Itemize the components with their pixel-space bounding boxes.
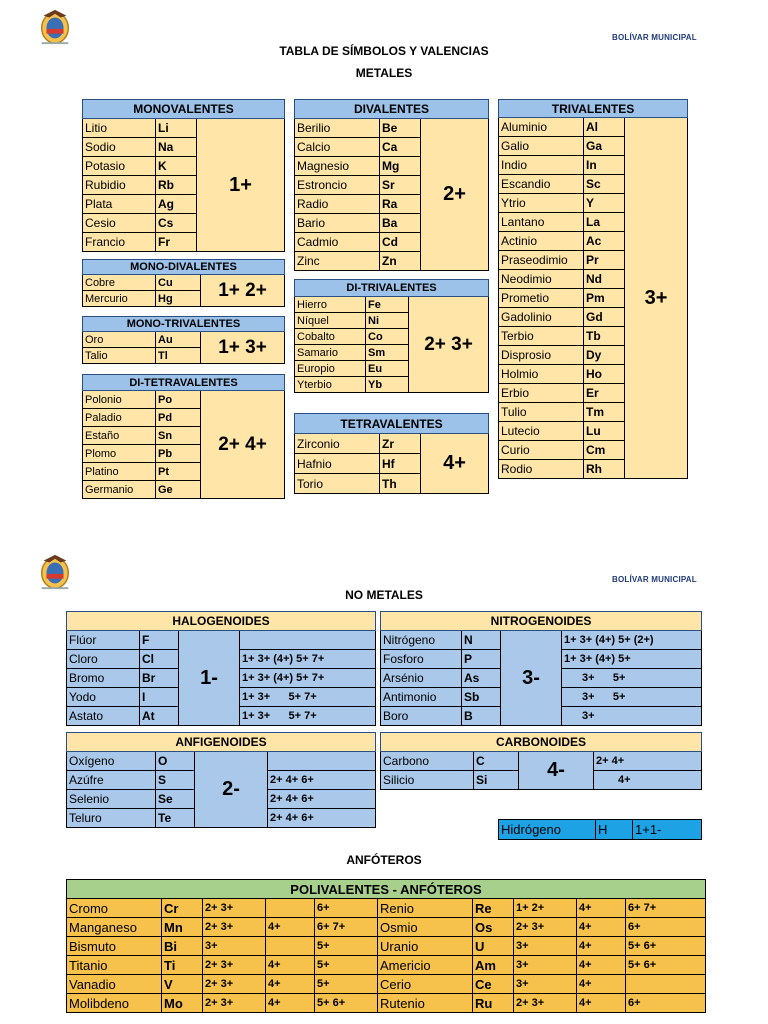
- header-carbonoides: CARBONOIDES: [381, 733, 702, 752]
- element-name: Terbio: [499, 327, 584, 346]
- element-name: Potasio: [83, 157, 156, 176]
- element-valences: 2+ 3+: [203, 899, 266, 918]
- element-symbol: C: [474, 752, 519, 771]
- header-mono-trivalentes: MONO-TRIVALENTES: [83, 317, 285, 332]
- element-symbol: Ce: [473, 975, 514, 994]
- element-symbol: V: [162, 975, 203, 994]
- element-symbol: Hf: [380, 454, 421, 474]
- table-hidrogeno: [498, 819, 702, 840]
- valence-mono-divalentes: 1+ 2+: [201, 275, 285, 307]
- element-name: Cobre: [83, 275, 156, 291]
- element-name: Cloro: [67, 650, 140, 669]
- header-polivalentes: POLIVALENTES - ANFÓTEROS: [67, 880, 706, 899]
- element-symbol: Yb: [366, 377, 409, 393]
- element-name: Tulio: [499, 403, 584, 422]
- element-valences: 3+: [514, 937, 577, 956]
- element-symbol: Nd: [584, 270, 625, 289]
- element-symbol: Ac: [584, 232, 625, 251]
- element-name: Renio: [378, 899, 473, 918]
- element-symbol: K: [156, 157, 197, 176]
- element-name: Rodio: [499, 460, 584, 479]
- element-valences: 4+: [594, 771, 702, 790]
- element-symbol: Er: [584, 384, 625, 403]
- element-name: Radio: [295, 195, 380, 214]
- element-symbol: Lu: [584, 422, 625, 441]
- element-valences: 2+ 3+: [514, 994, 577, 1013]
- element-valences: 5+: [315, 937, 378, 956]
- element-symbol: Cu: [156, 275, 201, 291]
- element-name: Hierro: [295, 297, 366, 313]
- element-symbol: Ge: [156, 481, 201, 499]
- element-name: Lantano: [499, 213, 584, 232]
- header-nitrogenoides: NITROGENOIDES: [381, 612, 702, 631]
- element-name: Antimonio: [381, 688, 462, 707]
- element-symbol: Sb: [462, 688, 501, 707]
- element-symbol: As: [462, 669, 501, 688]
- element-valences: 2+ 3+: [203, 994, 266, 1013]
- element-symbol: Pd: [156, 409, 201, 427]
- header-divalentes: DIVALENTES: [295, 100, 489, 119]
- header-halogenoides: HALOGENOIDES: [67, 612, 376, 631]
- element-valences: 5+ 6+: [626, 956, 706, 975]
- element-valences: 1+1-: [633, 820, 702, 840]
- element-symbol: Mo: [162, 994, 203, 1013]
- element-name: Níquel: [295, 313, 366, 329]
- element-name: Torio: [295, 474, 380, 494]
- element-symbol: S: [156, 771, 195, 790]
- element-symbol: Pm: [584, 289, 625, 308]
- element-name: Litio: [83, 119, 156, 138]
- element-symbol: Na: [156, 138, 197, 157]
- element-name: Azúfre: [67, 771, 156, 790]
- element-symbol: Th: [380, 474, 421, 494]
- element-name: Cerio: [378, 975, 473, 994]
- element-symbol: Tl: [156, 348, 201, 364]
- valence-monovalentes: 1+: [197, 119, 285, 252]
- valence-nitrogenoides: 3-: [501, 631, 562, 726]
- element-valences: 2+ 4+ 6+: [268, 790, 376, 809]
- element-valences: 2+ 3+: [203, 975, 266, 994]
- element-valences: [266, 899, 315, 918]
- element-name: Estroncio: [295, 176, 380, 195]
- element-name: Samario: [295, 345, 366, 361]
- element-name: Talio: [83, 348, 156, 364]
- element-valences: [240, 631, 376, 650]
- element-name: Yodo: [67, 688, 140, 707]
- element-symbol: Ra: [380, 195, 421, 214]
- element-name: Polonio: [83, 391, 156, 409]
- element-name: Platino: [83, 463, 156, 481]
- coat-of-arms-icon: [36, 8, 74, 46]
- element-valences: 6+: [626, 918, 706, 937]
- element-symbol: La: [584, 213, 625, 232]
- element-symbol: Ag: [156, 195, 197, 214]
- element-symbol: Ba: [380, 214, 421, 233]
- element-valences: 2+ 3+: [203, 956, 266, 975]
- header-mono-divalentes: MONO-DIVALENTES: [83, 260, 285, 275]
- element-valences: 5+ 6+: [626, 937, 706, 956]
- element-name: Disprosio: [499, 346, 584, 365]
- element-symbol: B: [462, 707, 501, 726]
- element-symbol: Sr: [380, 176, 421, 195]
- element-name: Astato: [67, 707, 140, 726]
- element-symbol: Se: [156, 790, 195, 809]
- element-symbol: Ti: [162, 956, 203, 975]
- element-name: Galio: [499, 137, 584, 156]
- element-symbol: Cr: [162, 899, 203, 918]
- element-valences: 2+ 4+ 6+: [268, 809, 376, 828]
- header-di-trivalentes: DI-TRIVALENTES: [295, 280, 489, 297]
- element-name: Oro: [83, 332, 156, 348]
- section-title-anfoteros: ANFÓTEROS: [346, 853, 422, 867]
- brand-label: BOLÍVAR MUNICIPAL: [612, 575, 697, 584]
- element-symbol: Sm: [366, 345, 409, 361]
- element-name: Yterbio: [295, 377, 366, 393]
- element-valences: 2+ 4+: [594, 752, 702, 771]
- element-name: Teluro: [67, 809, 156, 828]
- element-name: Holmio: [499, 365, 584, 384]
- page-title: TABLA DE SÍMBOLOS Y VALENCIAS: [279, 44, 489, 58]
- element-name: Zirconio: [295, 434, 380, 454]
- element-valences: 4+: [266, 975, 315, 994]
- header-di-tetravalentes: DI-TETRAVALENTES: [83, 375, 285, 391]
- element-name: Ytrio: [499, 194, 584, 213]
- element-symbol: Y: [584, 194, 625, 213]
- element-valences: 4+: [577, 994, 626, 1013]
- element-symbol: Rb: [156, 176, 197, 195]
- element-name: Rubidio: [83, 176, 156, 195]
- element-symbol: Ru: [473, 994, 514, 1013]
- element-symbol: Re: [473, 899, 514, 918]
- element-name: Nitrógeno: [381, 631, 462, 650]
- element-symbol: Mn: [162, 918, 203, 937]
- element-valences: 3+: [203, 937, 266, 956]
- element-name: Curio: [499, 441, 584, 460]
- element-symbol: Cm: [584, 441, 625, 460]
- element-symbol: Dy: [584, 346, 625, 365]
- element-name: Berilio: [295, 119, 380, 138]
- element-symbol: Eu: [366, 361, 409, 377]
- element-name: Bromo: [67, 669, 140, 688]
- table-halogenoides: [66, 611, 376, 726]
- element-valences: [626, 975, 706, 994]
- valence-divalentes: 2+: [421, 119, 489, 271]
- element-name: Zinc: [295, 252, 380, 271]
- element-name: Cobalto: [295, 329, 366, 345]
- element-valences: 4+: [577, 937, 626, 956]
- element-valences: 3+ 5+: [562, 669, 702, 688]
- element-symbol: Gd: [584, 308, 625, 327]
- element-symbol: Os: [473, 918, 514, 937]
- element-name: Neodimio: [499, 270, 584, 289]
- element-name: Oxígeno: [67, 752, 156, 771]
- element-name: Hafnio: [295, 454, 380, 474]
- coat-of-arms-icon: [36, 553, 74, 591]
- element-symbol: O: [156, 752, 195, 771]
- element-symbol: Si: [474, 771, 519, 790]
- element-name: Uranio: [378, 937, 473, 956]
- element-valences: [266, 937, 315, 956]
- element-symbol: Au: [156, 332, 201, 348]
- table-tetravalentes: [294, 413, 489, 494]
- element-name: Gadolinio: [499, 308, 584, 327]
- element-symbol: Pr: [584, 251, 625, 270]
- element-valences: 3+ 5+: [562, 688, 702, 707]
- element-symbol: Te: [156, 809, 195, 828]
- table-di-trivalentes: [294, 279, 489, 393]
- element-symbol: Bi: [162, 937, 203, 956]
- element-symbol: In: [584, 156, 625, 175]
- element-valences: 5+: [315, 975, 378, 994]
- element-name: Arsénio: [381, 669, 462, 688]
- table-monovalentes: [82, 99, 285, 252]
- element-valences: 1+ 3+ (4+) 5+ (2+): [562, 631, 702, 650]
- element-valences: 6+: [315, 899, 378, 918]
- element-name: Lutecio: [499, 422, 584, 441]
- element-symbol: Fr: [156, 233, 197, 252]
- element-symbol: Be: [380, 119, 421, 138]
- element-name: Prometio: [499, 289, 584, 308]
- element-symbol: Mg: [380, 157, 421, 176]
- element-valences: 5+ 6+: [315, 994, 378, 1013]
- element-symbol: Ga: [584, 137, 625, 156]
- element-symbol: N: [462, 631, 501, 650]
- element-symbol: Al: [584, 118, 625, 137]
- element-valences: 4+: [577, 956, 626, 975]
- element-valences: 1+ 2+: [514, 899, 577, 918]
- element-name: Manganeso: [67, 918, 162, 937]
- table-di-tetravalentes: [82, 374, 285, 499]
- element-symbol: Sc: [584, 175, 625, 194]
- valence-di-trivalentes: 2+ 3+: [409, 297, 489, 393]
- element-symbol: Zn: [380, 252, 421, 271]
- element-valences: 4+: [266, 994, 315, 1013]
- element-symbol: I: [140, 688, 179, 707]
- element-symbol: Li: [156, 119, 197, 138]
- valence-halogenoides: 1-: [179, 631, 240, 726]
- valence-di-tetravalentes: 2+ 4+: [201, 391, 285, 499]
- element-name: Escandio: [499, 175, 584, 194]
- element-name: Bismuto: [67, 937, 162, 956]
- element-symbol: Sn: [156, 427, 201, 445]
- element-valences: 1+ 3+ (4+) 5+: [562, 650, 702, 669]
- element-symbol: H: [596, 820, 633, 840]
- element-symbol: Ni: [366, 313, 409, 329]
- element-valences: 6+ 7+: [315, 918, 378, 937]
- element-name: Silicio: [381, 771, 474, 790]
- element-name: Germanio: [83, 481, 156, 499]
- header-anfigenoides: ANFIGENOIDES: [67, 733, 376, 752]
- header-monovalentes: MONOVALENTES: [83, 100, 285, 119]
- table-trivalentes: [498, 99, 688, 479]
- element-name: Titanio: [67, 956, 162, 975]
- element-symbol: Hg: [156, 291, 201, 307]
- element-name: Selenio: [67, 790, 156, 809]
- element-valences: 1+ 3+ (4+) 5+ 7+: [240, 669, 376, 688]
- element-valences: 5+: [315, 956, 378, 975]
- element-symbol: Co: [366, 329, 409, 345]
- element-name: Carbono: [381, 752, 474, 771]
- page-subtitle-metales: METALES: [355, 66, 413, 80]
- valence-tetravalentes: 4+: [421, 434, 489, 494]
- element-valences: 2+ 4+ 6+: [268, 771, 376, 790]
- element-symbol: Cs: [156, 214, 197, 233]
- element-name: Aluminio: [499, 118, 584, 137]
- element-name: Indio: [499, 156, 584, 175]
- element-name: Praseodimio: [499, 251, 584, 270]
- element-symbol: Tb: [584, 327, 625, 346]
- element-symbol: Ho: [584, 365, 625, 384]
- element-name: Rutenio: [378, 994, 473, 1013]
- element-symbol: At: [140, 707, 179, 726]
- element-symbol: Am: [473, 956, 514, 975]
- valence-mono-trivalentes: 1+ 3+: [201, 332, 285, 364]
- element-valences: 3+: [514, 956, 577, 975]
- element-symbol: Tm: [584, 403, 625, 422]
- element-name: Boro: [381, 707, 462, 726]
- table-polivalentes-anfoteros: [66, 879, 706, 1013]
- valence-carbonoides: 4-: [519, 752, 594, 790]
- element-name: Hidrógeno: [499, 820, 596, 840]
- element-valences: 4+: [266, 918, 315, 937]
- element-symbol: Rh: [584, 460, 625, 479]
- element-symbol: Pb: [156, 445, 201, 463]
- element-symbol: Pt: [156, 463, 201, 481]
- element-name: Paladio: [83, 409, 156, 427]
- element-name: Actinio: [499, 232, 584, 251]
- element-valences: 1+ 3+ 5+ 7+: [240, 688, 376, 707]
- element-valences: 2+ 3+: [514, 918, 577, 937]
- element-symbol: Po: [156, 391, 201, 409]
- element-valences: 3+: [514, 975, 577, 994]
- header-trivalentes: TRIVALENTES: [499, 100, 688, 118]
- element-valences: 6+: [626, 994, 706, 1013]
- element-name: Sodio: [83, 138, 156, 157]
- section-title-no-metales: NO METALES: [345, 588, 423, 602]
- element-name: Erbio: [499, 384, 584, 403]
- element-symbol: Cd: [380, 233, 421, 252]
- element-name: Vanadio: [67, 975, 162, 994]
- element-symbol: Br: [140, 669, 179, 688]
- element-symbol: Ca: [380, 138, 421, 157]
- brand-label: BOLÍVAR MUNICIPAL: [612, 33, 697, 42]
- element-name: Magnesio: [295, 157, 380, 176]
- table-divalentes: [294, 99, 489, 271]
- element-name: Cesio: [83, 214, 156, 233]
- element-valences: 1+ 3+ 5+ 7+: [240, 707, 376, 726]
- element-symbol: Zr: [380, 434, 421, 454]
- element-valences: 4+: [577, 899, 626, 918]
- element-name: Estaño: [83, 427, 156, 445]
- table-carbonoides: [380, 732, 702, 790]
- element-name: Plata: [83, 195, 156, 214]
- element-name: Mercurio: [83, 291, 156, 307]
- element-symbol: U: [473, 937, 514, 956]
- element-valences: 3+: [562, 707, 702, 726]
- element-name: Cadmio: [295, 233, 380, 252]
- element-name: Osmio: [378, 918, 473, 937]
- element-name: Molibdeno: [67, 994, 162, 1013]
- element-symbol: Fe: [366, 297, 409, 313]
- element-valences: 1+ 3+ (4+) 5+ 7+: [240, 650, 376, 669]
- element-valences: [268, 752, 376, 771]
- element-name: Flúor: [67, 631, 140, 650]
- element-name: Cromo: [67, 899, 162, 918]
- element-symbol: F: [140, 631, 179, 650]
- element-symbol: P: [462, 650, 501, 669]
- valence-trivalentes: 3+: [625, 118, 688, 479]
- element-valences: 4+: [577, 918, 626, 937]
- element-symbol: Cl: [140, 650, 179, 669]
- element-valences: 4+: [266, 956, 315, 975]
- element-name: Europio: [295, 361, 366, 377]
- element-name: Bario: [295, 214, 380, 233]
- table-mono-trivalentes: [82, 316, 285, 364]
- element-valences: 6+ 7+: [626, 899, 706, 918]
- element-name: Calcio: [295, 138, 380, 157]
- table-anfigenoides: [66, 732, 376, 828]
- table-nitrogenoides: [380, 611, 702, 726]
- element-name: Americio: [378, 956, 473, 975]
- header-tetravalentes: TETRAVALENTES: [295, 414, 489, 434]
- element-name: Fosforo: [381, 650, 462, 669]
- element-name: Francio: [83, 233, 156, 252]
- element-valences: 4+: [577, 975, 626, 994]
- element-valences: 2+ 3+: [203, 918, 266, 937]
- table-mono-divalentes: [82, 259, 285, 307]
- valence-anfigenoides: 2-: [195, 752, 268, 828]
- element-name: Plomo: [83, 445, 156, 463]
